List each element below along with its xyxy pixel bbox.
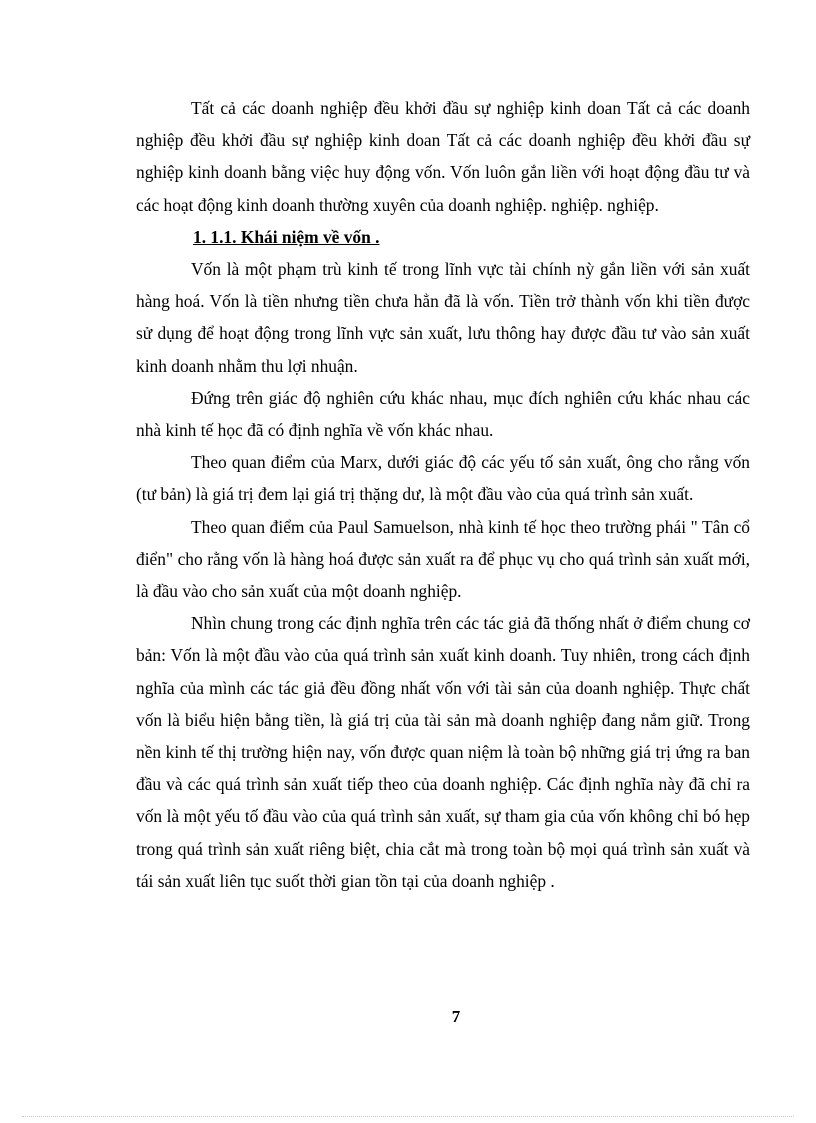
section-heading: 1. 1.1. Khái niệm về vốn . bbox=[193, 226, 380, 247]
page-bottom-divider bbox=[22, 1116, 794, 1117]
intro-paragraph: Tất cả các doanh nghiệp đều khởi đầu sự nghiệp kinh doan Tất cả các doanh nghiệp đều khởi đầu sự nghiệp kinh doan Tất cả các doanh nghiệp đều khởi đầu sự nghiệp kinh doanh bằng việc huy động vốn. Vốn luôn gắn liền với hoạt động đầu tư và các hoạt động kinh doanh thường xuyên của doanh nghiệp. nghiệp. nghiệp. bbox=[136, 98, 750, 215]
page-number: 7 bbox=[451, 1007, 461, 1026]
body-paragraph: Vốn là một phạm trù kinh tế trong lĩnh vực tài chính nỳ gắn liền với sản xuất hàng hoá. Vốn là tiền nhưng tiền chưa hẳn đã là vốn. Tiền trở thành vốn khi tiền được sử dụng để hoạt động trong lĩnh vực sản xuất, lưu thông hay được đầu tư vào sản xuất kinh doanh nhằm thu lợi nhuận. bbox=[136, 259, 750, 376]
body-paragraph: Theo quan điểm của Paul Samuelson, nhà kinh tế học theo trường phái " Tân cổ điển" cho rằng vốn là hàng hoá được sản xuất ra để phục vụ cho quá trình sản xuất mới, là đầu vào cho sản xuất của một doanh nghiệp. bbox=[136, 516, 750, 602]
body-paragraph: Theo quan điểm của Marx, dưới giác độ các yếu tố sản xuất, ông cho rằng vốn (tư bản) là giá trị đem lại giá trị thặng dư, là một đầu vào của quá trình sản xuất. bbox=[136, 452, 750, 505]
document-page-body bbox=[136, 92, 750, 897]
body-paragraph: Nhìn chung trong các định nghĩa trên các tác giả đã thống nhất ở điểm chung cơ bản: Vốn là một đầu vào của quá trình sản xuất kinh doanh. Tuy nhiên, trong cách định nghĩa của mình các tác giả đều đồng nhất vốn với tài sản của doanh nghiệp. Thực chất vốn là biểu hiện bằng tiền, là giá trị của tài sản mà doanh nghiệp đang nắm giữ. Trong nền kinh tế thị trường hiện nay, vốn được quan niệm là toàn bộ những giá trị ứng ra ban đầu và các quá trình sản xuất tiếp theo của doanh nghiệp. Các định nghĩa này đã chỉ ra vốn là một yếu tố đầu vào của quá trình sản xuất, sự tham gia của vốn không chỉ bó hẹp trong quá trình sản xuất riêng biệt, chia cắt mà trong toàn bộ mọi quá trình sản xuất và tái sản xuất liên tục suốt thời gian tồn tại của doanh nghiệp . bbox=[136, 613, 750, 891]
body-paragraph: Đứng trên giác độ nghiên cứu khác nhau, mục đích nghiên cứu khác nhau các nhà kinh tế học đã có định nghĩa về vốn khác nhau. bbox=[136, 387, 750, 441]
